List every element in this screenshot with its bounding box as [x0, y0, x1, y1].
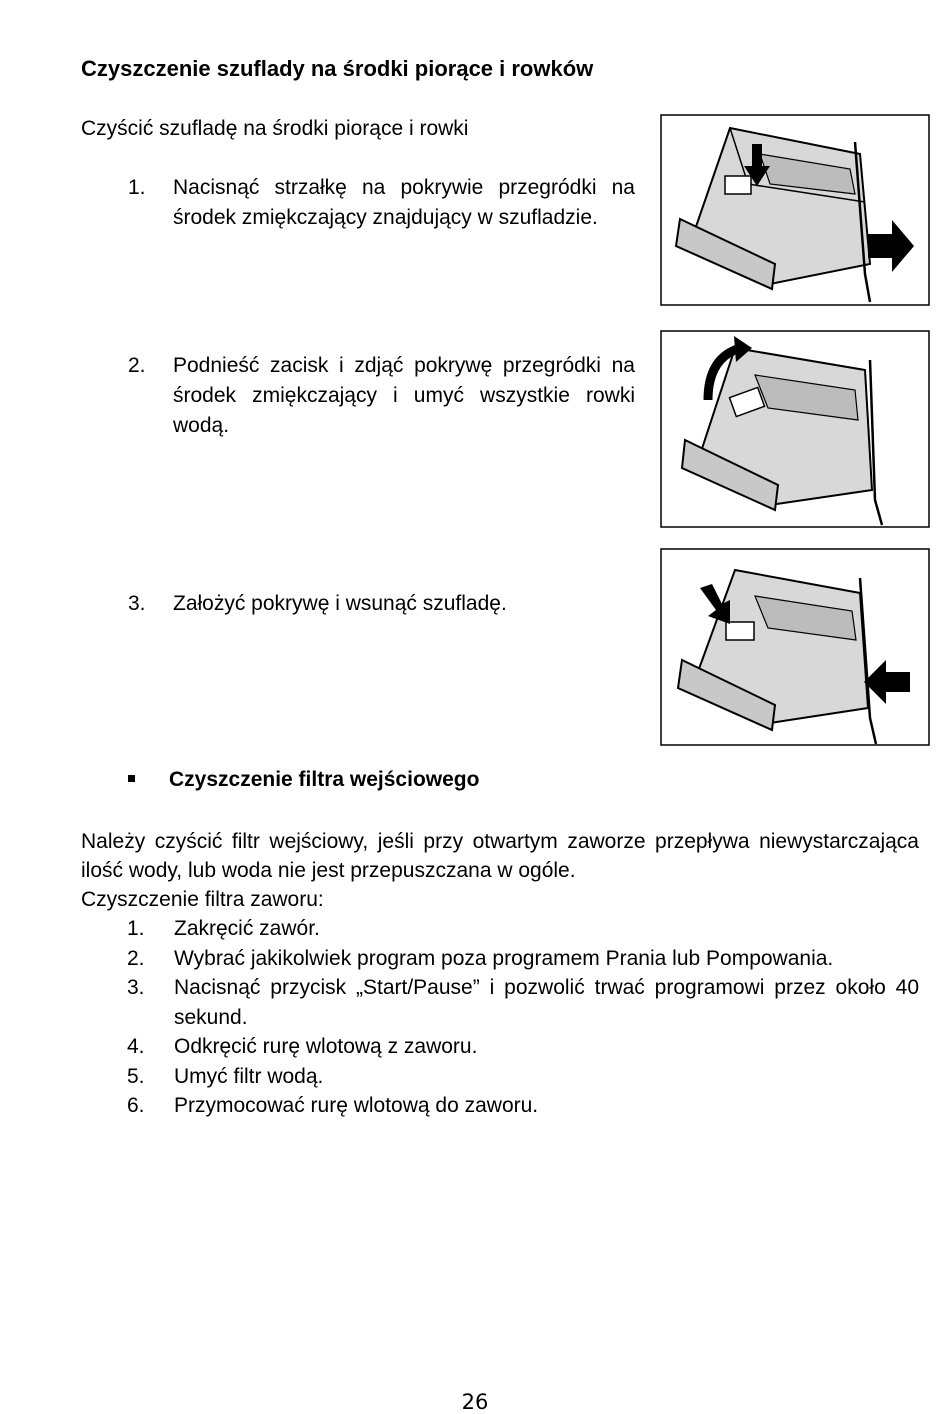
- drawer-step-3: [128, 589, 638, 624]
- step-number: 3.: [127, 976, 145, 999]
- page-number: 26: [461, 1390, 489, 1414]
- step-text: Nacisnąć przycisk „Start/Pause” i pozwolić trwać programowi przez około 40 sekund.: [174, 976, 919, 1029]
- filter-section-heading: [128, 768, 479, 792]
- step-number: 2.: [128, 354, 146, 377]
- drawer-figure-2: [660, 330, 930, 528]
- step-text: Wybrać jakikolwiek program poza programem Prania lub Pompowania.: [174, 946, 834, 970]
- list-item: [127, 1062, 919, 1092]
- step-text: Odkręcić rurę wlotową z zaworu.: [174, 1035, 478, 1058]
- list-item: [127, 944, 919, 974]
- filter-steps-list: [127, 914, 919, 1121]
- step-number: 4.: [127, 1035, 145, 1058]
- step-number: 6.: [127, 1094, 145, 1117]
- drawer-step-2: [128, 351, 638, 446]
- step-number: 2.: [127, 946, 145, 970]
- step-number: 5.: [127, 1064, 145, 1088]
- section-title: Czyszczenie szuflady na środki piorące i rowków: [81, 56, 594, 81]
- list-item: [127, 1091, 919, 1121]
- step-number: 1.: [127, 917, 145, 940]
- section-intro: Czyścić szufladę na środki piorące i rowki: [81, 117, 469, 140]
- step-text: Założyć pokrywę i wsunąć szufladę.: [173, 592, 507, 615]
- drawer-step-1: [128, 173, 638, 268]
- drawer-figure-3: [660, 548, 930, 746]
- filter-subtitle: Czyszczenie filtra zaworu:: [81, 888, 324, 911]
- step-number: 3.: [128, 592, 146, 615]
- filter-paragraph: Należy czyścić filtr wejściowy, jeśli przy otwartym zaworze przepływa niewystarczająca ilość wody, lub woda nie jest przepuszczana w ogóle.: [81, 830, 919, 882]
- step-text: Podnieść zacisk i zdjąć pokrywę przegródki na środek zmiękczający i umyć wszystkie rowki wodą.: [173, 354, 635, 437]
- step-text: Zakręcić zawór.: [174, 917, 320, 940]
- filter-title: Czyszczenie filtra wejściowego: [169, 768, 480, 791]
- bullet-square-icon: [128, 775, 135, 782]
- step-number: 1.: [128, 176, 146, 199]
- step-text: Umyć filtr wodą.: [174, 1064, 324, 1088]
- list-item: [127, 914, 919, 944]
- step-text: Przymocować rurę wlotową do zaworu.: [174, 1094, 539, 1117]
- step-text: Nacisnąć strzałkę na pokrywie przegródki na środek zmiękczający znajdujący w szufladzie.: [173, 176, 635, 229]
- drawer-figure-1: [660, 114, 930, 306]
- list-item: [127, 973, 919, 1032]
- list-item: [127, 1032, 919, 1062]
